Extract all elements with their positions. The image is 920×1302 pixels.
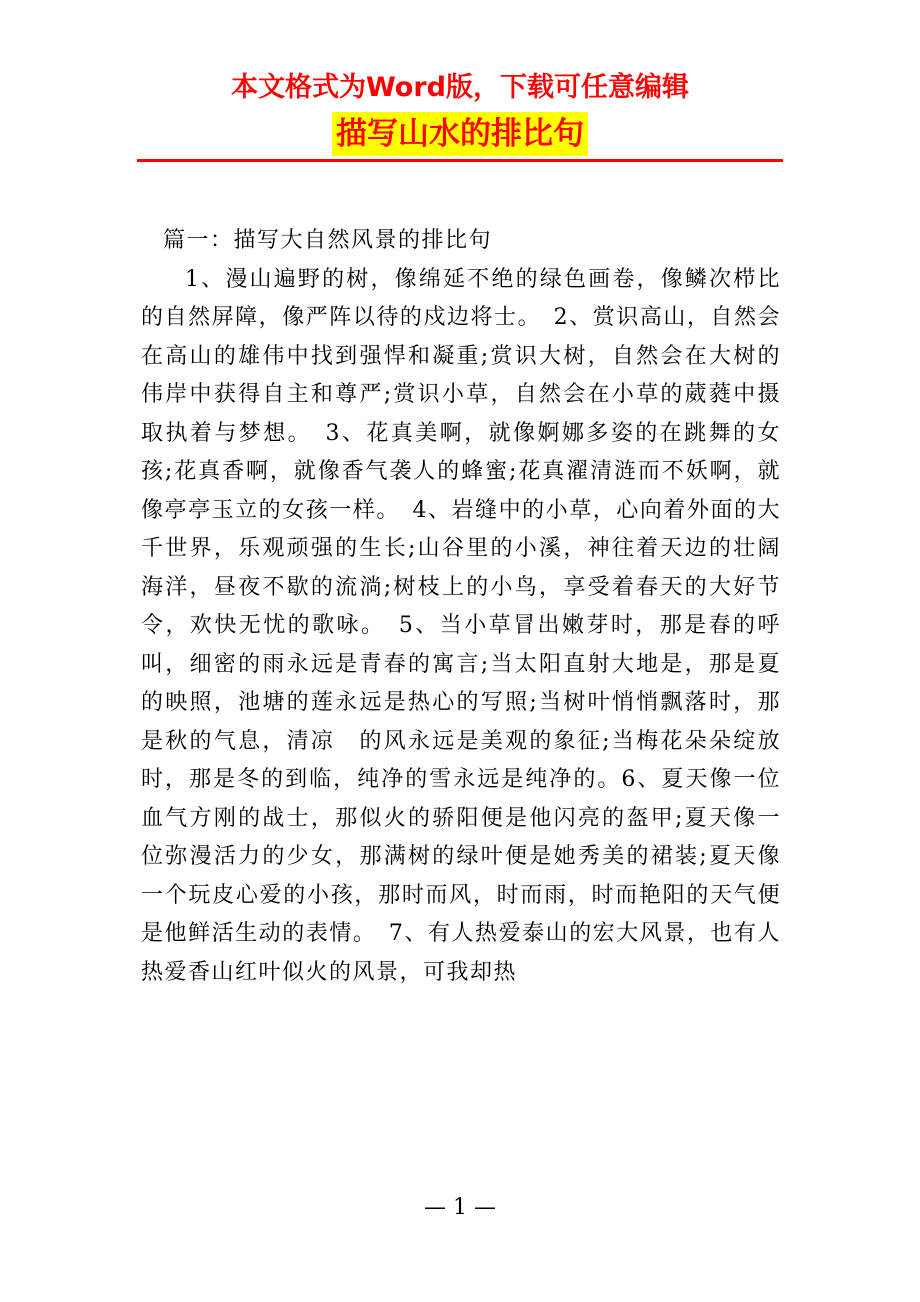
document-content (141, 222, 781, 992)
title-underline-divider (137, 159, 783, 162)
title-wrapper (0, 112, 920, 156)
section-heading: 篇一：描写大自然风景的排比句 (163, 228, 493, 253)
page-number: — 1 — (424, 1195, 496, 1220)
word-format-banner: 本文格式为Word版，下载可任意编辑 (230, 72, 689, 103)
body-paragraph: 1、漫山遍野的树，像绵延不绝的绿色画卷，像鳞次栉比的自然屏障，像严阵以待的戍边将士。 2、赏识高山，自然会在高山的雄伟中找到强悍和凝重;赏识大树，自然会在大树的伟岸中获得自主和尊严;赏识小草，自然会在小草的葳蕤中摄取执着与梦想。 3、花真美啊，就像婀娜多姿的在跳舞的女孩;花真香啊，就像香气袭人的蜂蜜;花真濯清涟而不妖啊，就像亭亭玉立的女孩一样。 4、岩缝中的小草，心向着外面的大千世界，乐观顽强的生长;山谷里的小溪，神往着天边的壮阔海洋，昼夜不歇的流淌;树枝上的小鸟，享受着春天的大好节令，欢快无忧的歌咏。 5、当小草冒出嫩芽时，那是春的呼叫，细密的雨永远是青春的寓言;当太阳直射大地是，那是夏的映照，池塘的莲永远是热心的写照;当树叶悄悄飘落时，那是秋的气息，清凉 的风永远是美观的象征;当梅花朵朵绽放时，那是冬的到临，纯净的雪永远是纯净的。6、夏天像一位血气方刚的战士，那似火的骄阳便是他闪亮的盔甲;夏天像一位弥漫活力的少女，那满树的绿叶便是她秀美的裙装;夏天像一个玩皮心爱的小孩，那时而风，时而雨，时而艳阳的天气便是他鲜活生动的表情。 7、有人热爱泰山的宏大风景，也有人热爱香山红叶似火的风景，可我却热 (141, 266, 781, 985)
document-title: 描写山水的排比句 (332, 112, 588, 156)
